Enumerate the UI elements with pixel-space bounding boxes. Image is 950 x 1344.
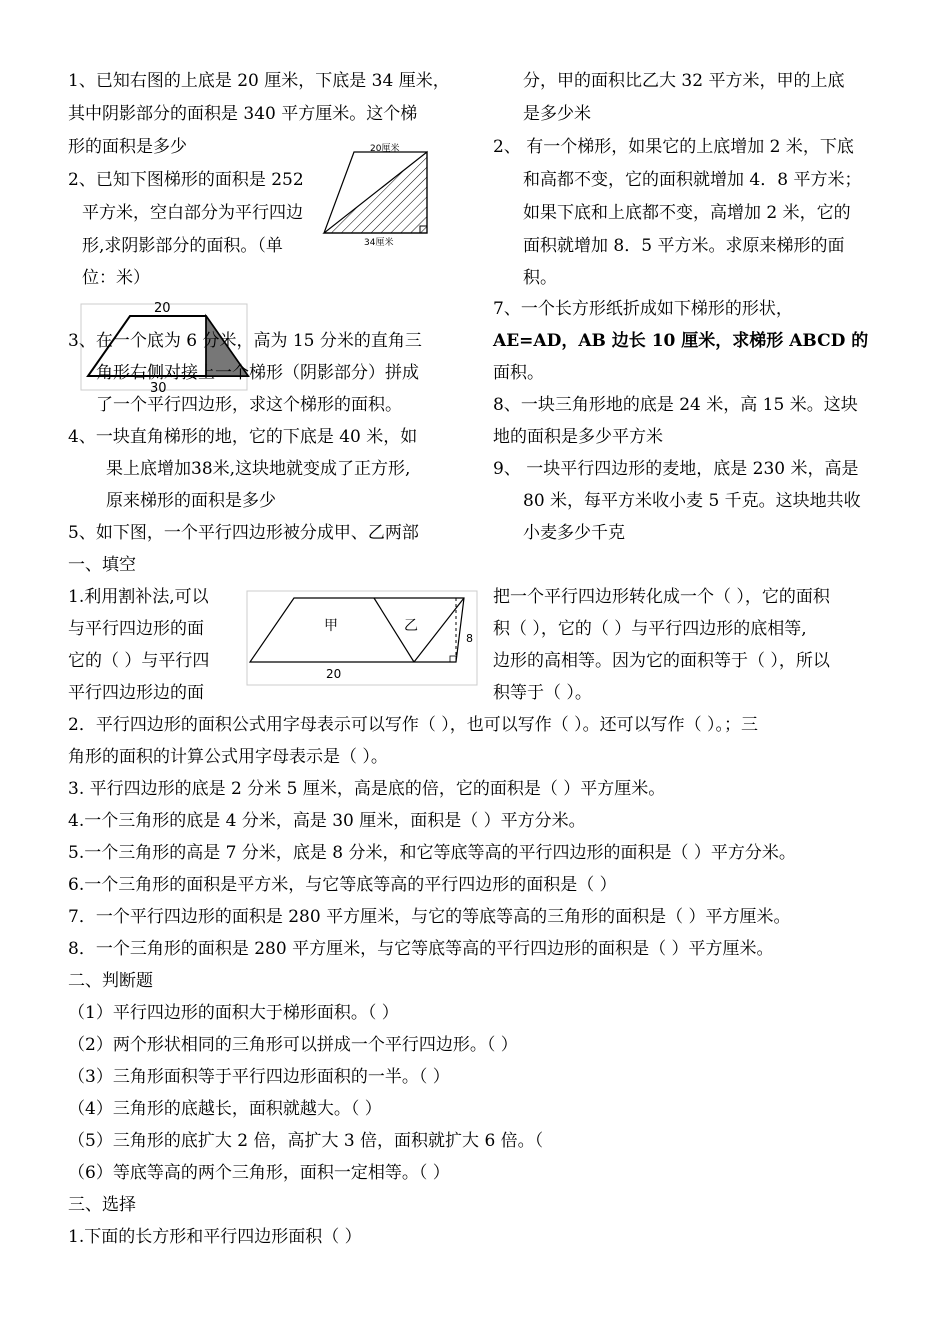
s1-q2-line1: 2．平行四边形的面积公式用字母表示可以写作（ ），也可以写作（ ）。还可以写作（ ）。；三 <box>68 715 759 735</box>
fig1-bottom-label: 34厘米 <box>364 238 394 248</box>
s1-q1-left-4: 平行四边形边的面 <box>68 683 204 703</box>
s2-item-5: （5）三角形的底扩大 2 倍，高扩大 3 倍，面积就扩大 6 倍。（ <box>68 1131 544 1151</box>
s2-item-2: （2）两个形状相同的三角形可以拼成一个平行四边形。（ ） <box>68 1035 518 1055</box>
trapezoid-hatched-figure <box>322 143 450 258</box>
s2-item-3: （3）三角形面积等于平行四边形面积的一半。（ ） <box>68 1067 450 1087</box>
fig2-top-label: 20 <box>154 301 171 316</box>
q1-line3: 形的面积是多少 <box>68 137 187 157</box>
r-q2-line5: 积。 <box>523 268 557 288</box>
fig2-bottom-label: 30 <box>150 381 167 396</box>
fig3-yi-label: 乙 <box>404 618 418 634</box>
s1-q1-right-4: 积等于（ ）。 <box>493 683 592 703</box>
section3-heading: 三、选择 <box>68 1195 136 1215</box>
s1-q1-left-2: 与平行四边形的面 <box>68 619 204 639</box>
q7-line2: AE=AD，AB 边长 10 厘米，求梯形 ABCD 的 <box>493 331 869 351</box>
q1-line2: 其中阴影部分的面积是 340 平方厘米。这个梯 <box>68 104 418 124</box>
s1-q7: 7．一个平行四边形的面积是 280 平方厘米，与它的等底等高的三角形的面积是（ ）平方厘米。 <box>68 907 791 927</box>
q4-line1: 4、一块直角梯形的地，它的下底是 40 米，如 <box>68 427 418 447</box>
q3-line2: 角形右侧对接上一个梯形（阴影部分）拼成 <box>96 363 419 383</box>
fig3-height-label: 8 <box>466 632 473 645</box>
q5-cont-line1: 分，甲的面积比乙大 32 平方米，甲的上底 <box>523 71 845 91</box>
q2-line4: 位：米） <box>82 268 150 288</box>
q5-line1: 5、如下图，一个平行四边形被分成甲、乙两部 <box>68 523 419 543</box>
s1-q1-right-1: 把一个平行四边形转化成一个（ ），它的面积 <box>493 587 830 607</box>
q4-line3: 原来梯形的面积是多少 <box>106 491 276 511</box>
section2-heading: 二、判断题 <box>68 971 153 991</box>
r-q2-line4: 面积就增加 8．5 平方米。求原来梯形的面 <box>523 236 845 256</box>
s1-q6: 6.一个三角形的面积是平方米，与它等底等高的平行四边形的面积是（ ） <box>68 875 617 895</box>
q3-line3: 了一个平行四边形，求这个梯形的面积。 <box>96 395 402 415</box>
s1-q1-left-3: 它的（ ）与平行四 <box>68 651 210 671</box>
s2-item-6: （6）等底等高的两个三角形，面积一定相等。（ ） <box>68 1163 450 1183</box>
q9-line1: 9、 一块平行四边形的麦地，底是 230 米，高是 <box>493 459 859 479</box>
fig3-base-label: 20 <box>326 667 342 681</box>
r-q2-line3: 如果下底和上底都不变，高增加 2 米，它的 <box>523 203 851 223</box>
q8-line1: 8、一块三角形地的底是 24 米，高 15 米。这块 <box>493 395 858 415</box>
s1-q5: 5.一个三角形的高是 7 分米，底是 8 分米，和它等底等高的平行四边形的面积是（ ）平方分米。 <box>68 843 796 863</box>
q2-line3: 形,求阴影部分的面积。（单 <box>82 236 283 256</box>
q2-line1: 2、已知下图梯形的面积是 252 <box>68 170 304 190</box>
s1-q2-line2: 角形的面积的计算公式用字母表示是（ ）。 <box>68 747 388 767</box>
fig1-top-label: 20厘米 <box>370 144 400 154</box>
s1-q1-right-3: 边形的高相等。因为它的面积等于（ ），所以 <box>493 651 830 671</box>
q9-line3: 小麦多少千克 <box>523 523 625 543</box>
q8-line2: 地的面积是多少平方米 <box>493 427 663 447</box>
parallelogram-jia-yi-figure <box>246 590 478 686</box>
s2-item-1: （1）平行四边形的面积大于梯形面积。（ ） <box>68 1003 399 1023</box>
section1-heading: 一、填空 <box>68 555 136 575</box>
r-q2-line1: 2、 有一个梯形，如果它的上底增加 2 米，下底 <box>493 137 854 157</box>
q3-line1: 3、在一个底为 6 分米，高为 15 分米的直角三 <box>68 331 422 351</box>
s1-q1-right-2: 积（ ），它的（ ）与平行四边形的底相等, <box>493 619 807 639</box>
fig3-jia-label: 甲 <box>324 618 338 634</box>
q2-line2: 平方米，空白部分为平行四边 <box>82 203 303 223</box>
s1-q3: 3. 平行四边形的底是 2 分米 5 厘米，高是底的倍，它的面积是（ ）平方厘米。 <box>68 779 666 799</box>
q5-cont-line2: 是多少米 <box>523 104 591 124</box>
q9-line2: 80 米，每平方米收小麦 5 千克。这块地共收 <box>523 491 861 511</box>
s1-q1-left-1: 1.利用割补法,可以 <box>68 587 209 607</box>
s1-q8: 8．一个三角形的面积是 280 平方厘米，与它等底等高的平行四边形的面积是（ ）平方厘米。 <box>68 939 774 959</box>
q7-line3: 面积。 <box>493 363 544 383</box>
s3-q1: 1.下面的长方形和平行四边形面积（ ） <box>68 1227 362 1247</box>
q1-line1: 1、已知右图的上底是 20 厘米，下底是 34 厘米， <box>68 71 450 91</box>
r-q2-line2: 和高都不变，它的面积就增加 4．8 平方米； <box>523 170 862 190</box>
s1-q4: 4.一个三角形的底是 4 分米，高是 30 厘米，面积是（ ）平方分米。 <box>68 811 586 831</box>
q7-line1: 7、一个长方形纸折成如下梯形的形状， <box>493 299 793 319</box>
q4-line2: 果上底增加38米,这块地就变成了正方形, <box>106 459 411 479</box>
s2-item-4: （4）三角形的底越长，面积就越大。（ ） <box>68 1099 382 1119</box>
